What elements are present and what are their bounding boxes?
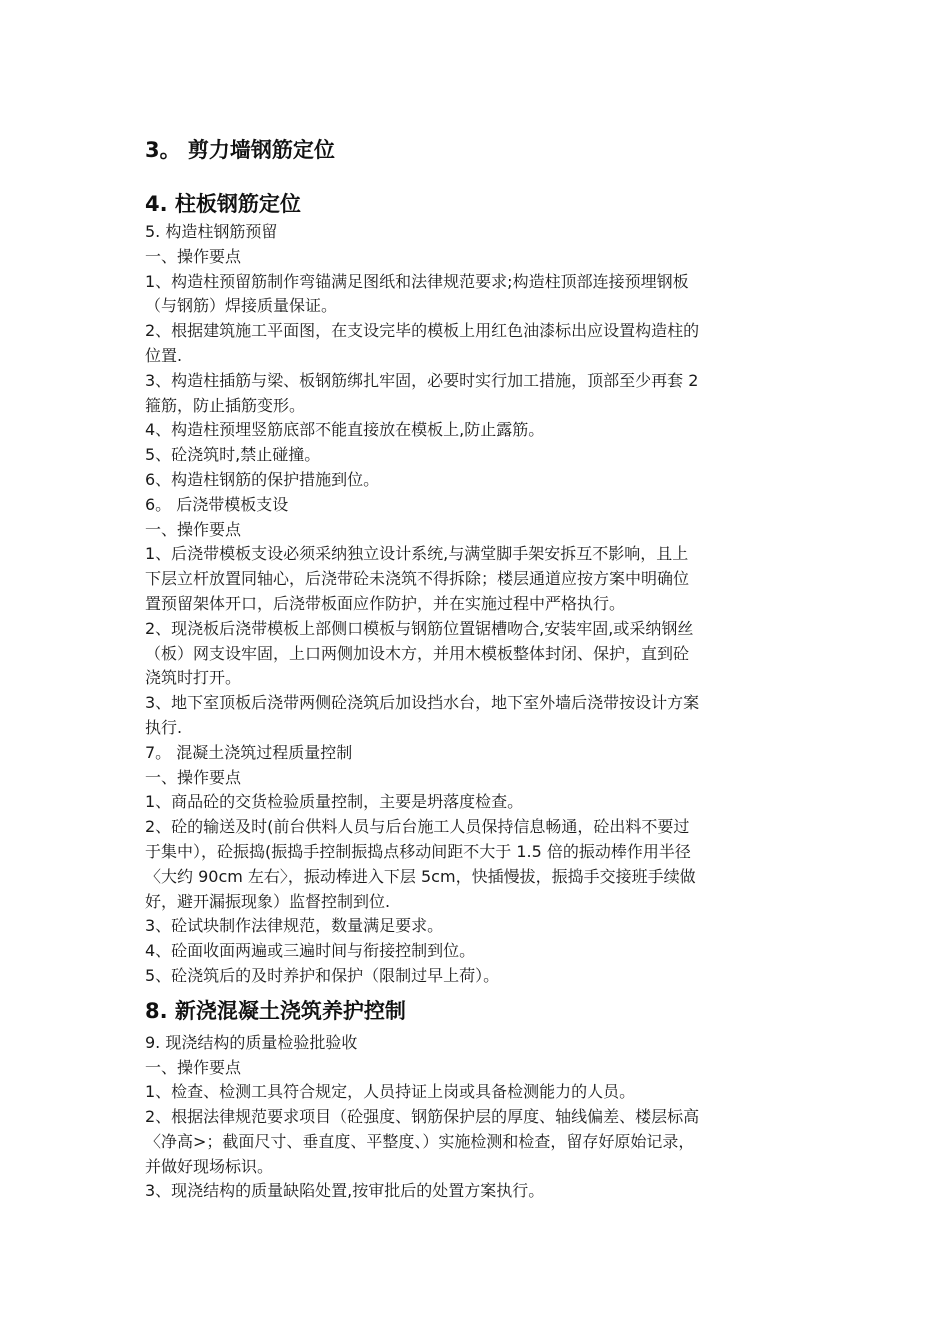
paragraph-line: 3、地下室顶板后浇带两侧砼浇筑后加设挡水台，地下室外墙后浇带按设计方案 <box>145 693 700 713</box>
paragraph-line: 好，避开漏振现象）监督控制到位. <box>145 891 391 911</box>
paragraph-line: 浇筑时打开。 <box>145 668 242 688</box>
paragraph-line: 2、根据法律规范要求项目（砼强度、钢筋保护层的厚度、轴线偏差、楼层标高 <box>145 1107 700 1127</box>
heading-column-slab-rebar: 4. 柱板钢筋定位 <box>145 192 301 216</box>
paragraph-line: （与钢筋）焊接质量保证。 <box>145 296 338 316</box>
section-title: 6。 后浇带模板支设 <box>145 494 289 514</box>
paragraph-line: 2、砼的输送及时(前台供料人员与后台施工人员保持信息畅通，砼出料不要过 <box>145 817 690 837</box>
section-subtitle: 一、操作要点 <box>145 246 242 266</box>
document-page <box>145 134 825 1204</box>
paragraph-line: 6、构造柱钢筋的保护措施到位。 <box>145 469 380 489</box>
paragraph-line: 2、根据建筑施工平面图，在支设完毕的模板上用红色油漆标出应设置构造柱的 <box>145 321 700 341</box>
paragraph-line: 3、现浇结构的质量缺陷处置,按审批后的处置方案执行。 <box>145 1181 545 1201</box>
paragraph-line: 并做好现场标识。 <box>145 1156 274 1176</box>
section-quality-inspection <box>145 1031 825 1205</box>
section-subtitle: 一、操作要点 <box>145 1057 242 1077</box>
paragraph-line: 1、后浇带模板支设必须采纳独立设计系统,与满堂脚手架安拆互不影响，且上 <box>145 544 689 564</box>
paragraph-line: 1、商品砼的交货检验质量控制，主要是坍落度检查。 <box>145 792 524 812</box>
paragraph-line: 5、砼浇筑时,禁止碰撞。 <box>145 445 321 465</box>
section-post-pour-strip <box>145 493 825 741</box>
paragraph-line: 〈净高>；截面尺寸、垂直度、平整度、）实施检测和检查，留存好原始记录， <box>145 1131 695 1151</box>
paragraph-line: 4、砼面收面两遍或三遍时间与衔接控制到位。 <box>145 941 476 961</box>
paragraph-line: 3、构造柱插筋与梁、板钢筋绑扎牢固，必要时实行加工措施，顶部至少再套 2 <box>145 370 699 390</box>
section-structural-column <box>145 220 825 493</box>
paragraph-line: 5、砼浇筑后的及时养护和保护（限制过早上荷）。 <box>145 965 500 985</box>
paragraph-line: （板）网支设牢固，上口两侧加设木方，并用木模板整体封闭、保护，直到砼 <box>145 643 690 663</box>
paragraph-line: 下层立杆放置同轴心，后浇带砼未浇筑不得拆除；楼层通道应按方案中明确位 <box>145 569 690 589</box>
section-subtitle: 一、操作要点 <box>145 519 242 539</box>
heading-new-concrete-curing: 8. 新浇混凝土浇筑养护控制 <box>145 998 406 1023</box>
section-title: 5. 构造柱钢筋预留 <box>145 222 278 241</box>
paragraph-line: 2、现浇板后浇带模板上部侧口模板与钢筋位置锯槽吻合,安装牢固,或采纳钢丝 <box>145 618 694 638</box>
paragraph-line: 〈大约 90cm 左右〉，振动棒进入下层 5cm，快插慢拔，振捣手交接班手续做 <box>145 866 696 886</box>
paragraph-line: 1、构造柱预留筋制作弯锚满足图纸和法律规范要求;构造柱顶部连接预埋钢板 <box>145 271 689 291</box>
section-concrete-pouring-quality <box>145 741 825 989</box>
paragraph-line: 位置. <box>145 345 183 365</box>
paragraph-line: 箍筋，防止插筋变形。 <box>145 395 306 415</box>
section-title: 9. 现浇结构的质量检验批验收 <box>145 1032 358 1052</box>
section-title: 7。 混凝土浇筑过程质量控制 <box>145 742 353 762</box>
paragraph-line: 执行. <box>145 717 183 737</box>
heading-shear-wall-rebar: 3。 剪力墙钢筋定位 <box>145 138 335 162</box>
paragraph-line: 4、构造柱预埋竖筋底部不能直接放在模板上,防止露筋。 <box>145 420 545 440</box>
section-subtitle: 一、操作要点 <box>145 767 242 787</box>
paragraph-line: 3、砼试块制作法律规范，数量满足要求。 <box>145 916 444 936</box>
paragraph-line: 于集中），砼振捣(振捣手控制振捣点移动间距不大于 1.5 倍的振动棒作用半径 <box>145 841 691 861</box>
paragraph-line: 1、检查、检测工具符合规定，人员持证上岗或具备检测能力的人员。 <box>145 1082 636 1102</box>
paragraph-line: 置预留架体开口，后浇带板面应作防护，并在实施过程中严格执行。 <box>145 593 626 613</box>
